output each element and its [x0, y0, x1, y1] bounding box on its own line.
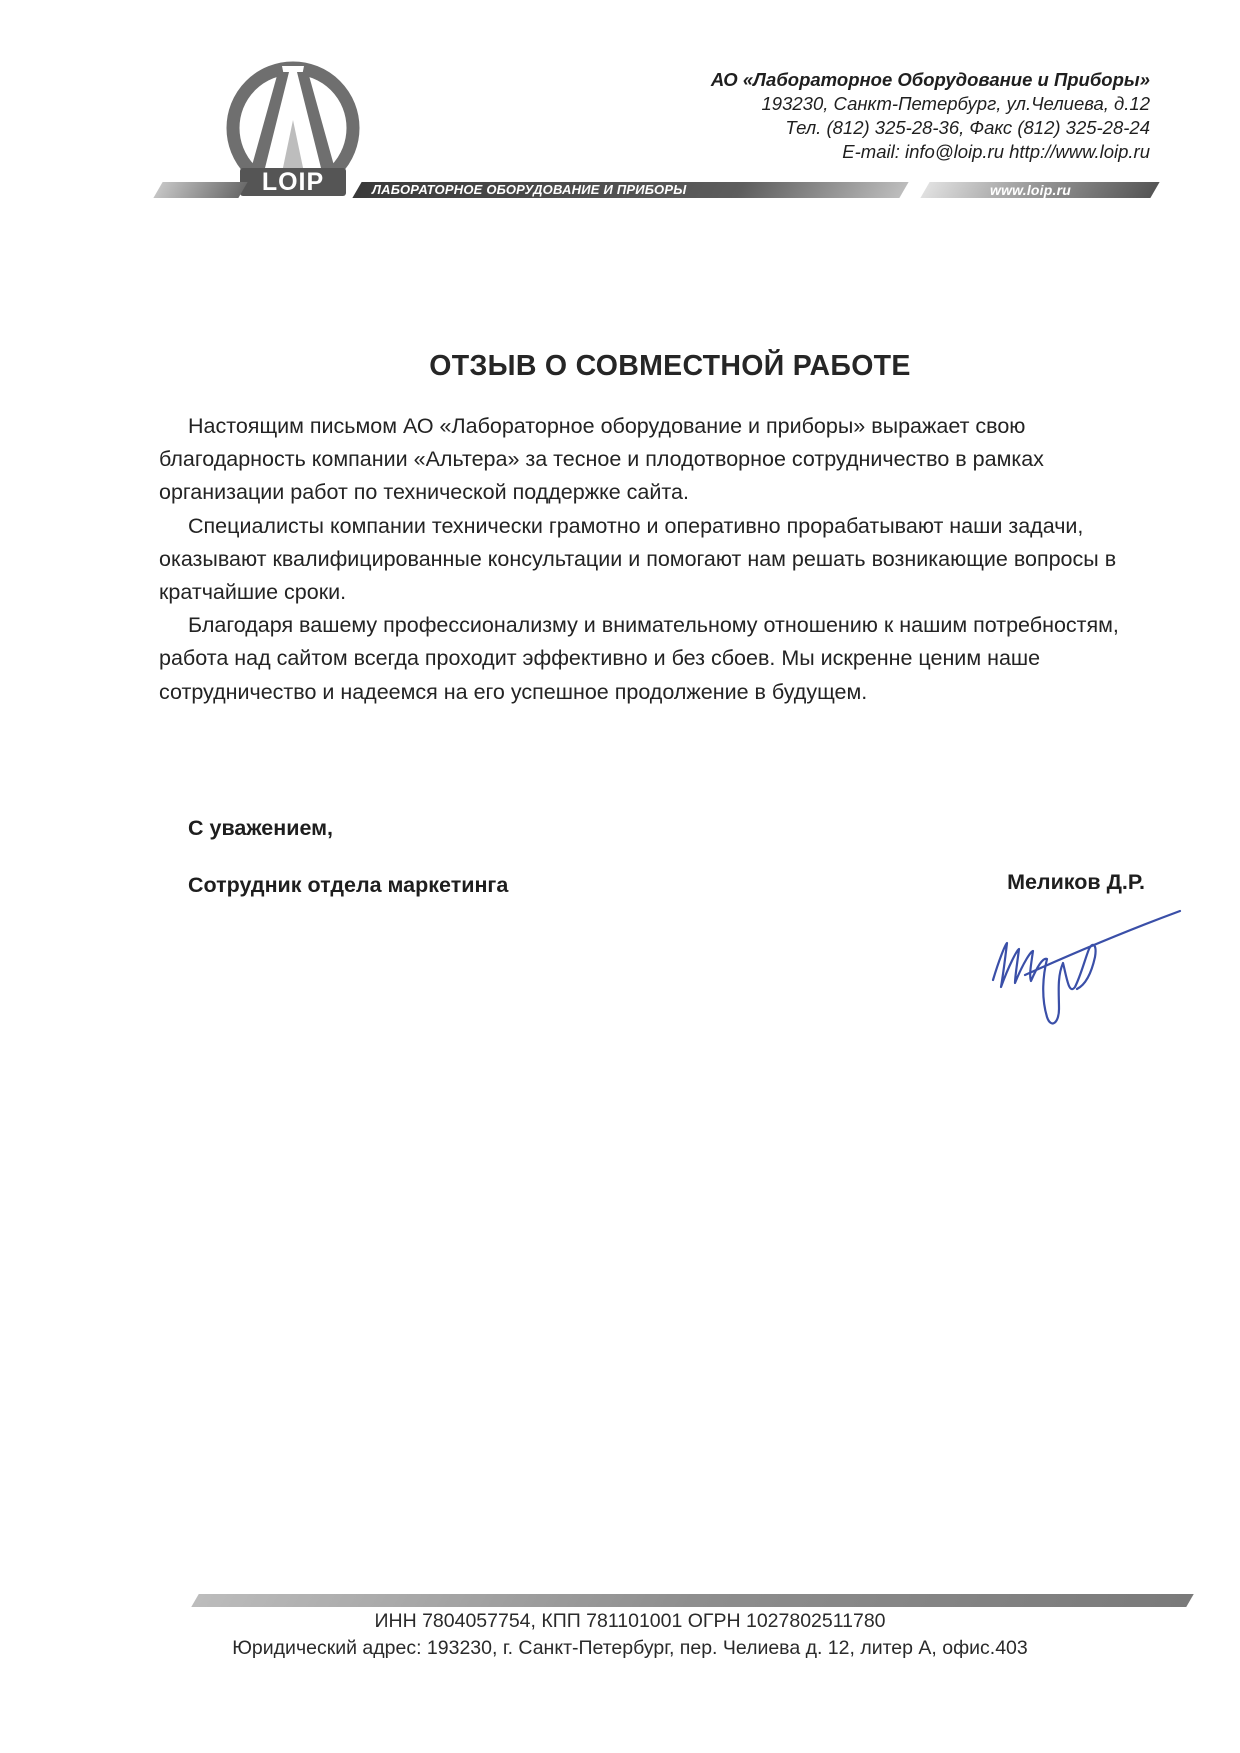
header-band-left [153, 182, 247, 198]
logo-text: LOIP [261, 168, 325, 196]
letter-paragraph: Специалисты компании технически грамотно и оперативно прорабатывают наши задачи, оказывают квалифицированные консультации и помогают нам решать возникающие вопросы в кратчайшие сроки. [159, 513, 1117, 605]
company-name: АО «Лабораторное Оборудование и Приборы» [710, 69, 1150, 90]
footer-registration: ИНН 7804057754, КПП 781101001 ОГРН 1027802511780 [374, 1610, 886, 1632]
footer-legal-address: Юридический адрес: 193230, г. Санкт-Петербург, пер. Челиева д. 12, литер А, офис.403 [232, 1637, 1028, 1659]
website-band-text: www.loip.ru [990, 182, 1072, 198]
signer-name: Меликов Д.Р. [1007, 870, 1145, 894]
company-details [711, 68, 1150, 164]
closing-phrase: С уважением, [188, 816, 334, 840]
company-phones: Тел. (812) 325-28-36, Факс (812) 325-28-24 [785, 117, 1150, 138]
letter-paragraph: Благодаря вашему профессионализму и внимательному отношению к нашим потребностям, работа над сайтом всегда проходит эффективно и без сбоев. Мы искренне ценим наше сотрудничество и надеемся на его успешное продолжение в будущем. [159, 613, 1119, 704]
handwritten-signature [985, 905, 1185, 1040]
signer-position: Сотрудник отдела маркетинга [188, 873, 509, 897]
footer-requisites [0, 1608, 1240, 1662]
letter-title: ОТЗЫВ О СОВМЕСТНОЙ РАБОТЕ [429, 350, 911, 382]
footer-band [191, 1594, 1194, 1607]
company-contacts: E-mail: info@loip.ru http://www.loip.ru [842, 141, 1150, 162]
company-address: 193230, Санкт-Петербург, ул.Челиева, д.12 [761, 93, 1150, 114]
letter-paragraph: Настоящим письмом АО «Лабораторное оборудование и приборы» выражает свою благодарность компании «Альтера» за тесное и плодотворное сотрудничество в рамках организации работ по технической поддержке сайта. [159, 414, 1044, 505]
letter-body [159, 410, 1149, 709]
slogan-band-text: ЛАБОРАТОРНОЕ ОБОРУДОВАНИЕ И ПРИБОРЫ [372, 182, 687, 197]
